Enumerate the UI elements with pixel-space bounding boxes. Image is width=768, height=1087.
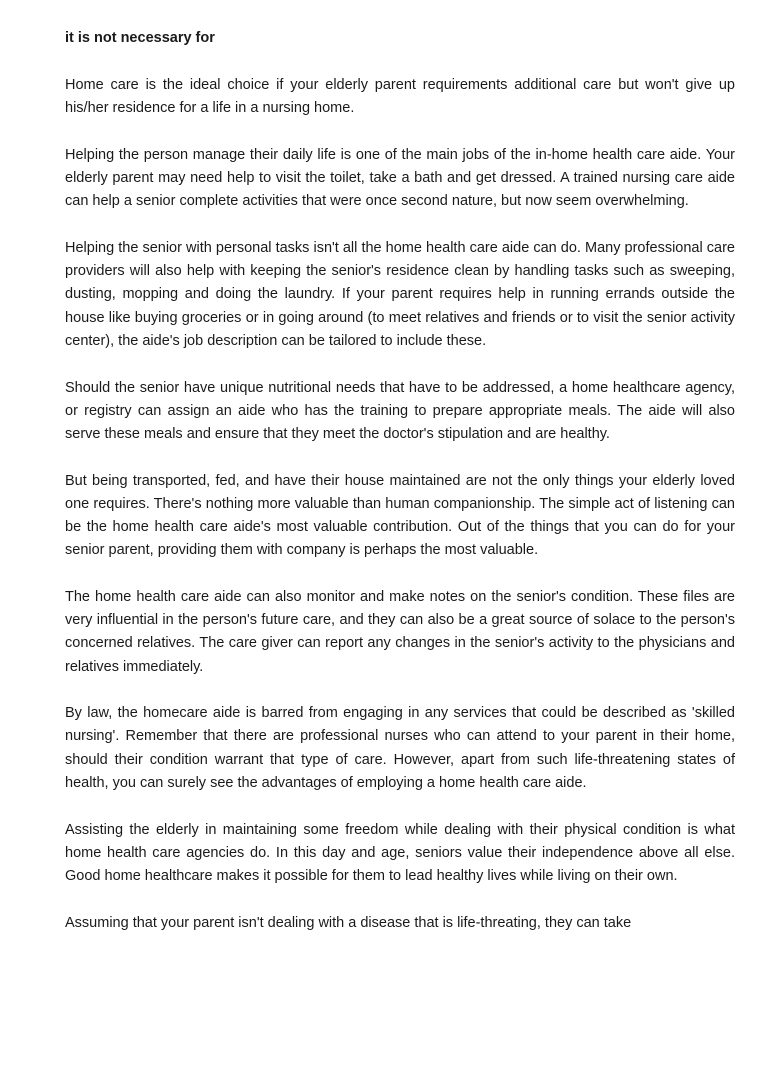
document-page	[65, 28, 735, 935]
paragraph-freedom: Assisting the elderly in maintaining some freedom while dealing with their physical condition is what home health care agencies do. In this day and age, seniors value their independence above all else. Good home healthcare makes it possible for them to lead healthy lives while living on their own.	[65, 821, 735, 884]
paragraph-personal-tasks: Helping the senior with personal tasks isn't all the home health care aide can do. Many professional care providers will also help with keeping the senior's residence clean by handling tasks such as sweeping, dusting, mopping and doing the laundry. If your parent requires help in running errands outside the house like buying groceries or in going around (to meet relatives and friends or to visit the senior activity center), the aide's job description can be tailored to include these.	[65, 240, 735, 349]
paragraph-skilled-nursing: By law, the homecare aide is barred from engaging in any services that could be described as 'skilled nursing'. Remember that there are professional nurses who can attend to your parent in their home, should their condition warrant that type of care. However, apart from such life-threatening states of health, you can surely see the advantages of employing a home health care aide.	[65, 705, 735, 791]
paragraph-nutritional-needs: Should the senior have unique nutritional needs that have to be addressed, a home healthcare agency, or registry can assign an aide who has the training to prepare appropriate meals. The aide will also serve these meals and ensure that they meet the doctor's stipulation and are healthy.	[65, 379, 735, 442]
document-heading: it is not necessary for	[65, 30, 215, 46]
paragraph-daily-life-help: Helping the person manage their daily life is one of the main jobs of the in-home health care aide. Your elderly parent may need help to visit the toilet, take a bath and get dressed. A trained nursing care aide can help a senior complete activities that were once second nature, but now seem overwhelming.	[65, 146, 735, 210]
paragraph-home-care-choice: Home care is the ideal choice if your elderly parent requirements additional care but won't give up his/her residence for a life in a nursing home.	[65, 77, 735, 117]
paragraph-companionship: But being transported, fed, and have their house maintained are not the only things your elderly loved one requires. There's nothing more valuable than human companionship. The simple act of listening can be the home health care aide's most valuable contribution. Out of the things that you can do for your senior parent, providing them with company is perhaps the most valuable.	[65, 472, 735, 559]
paragraph-monitoring: The home health care aide can also monitor and make notes on the senior's condition. These files are very influential in the person's future care, and they can also be a great source of solace to the person's concerned relatives. The care giver can report any changes in the senior's activity to the physicians and relatives immediately.	[65, 588, 735, 675]
paragraph-life-threatening: Assuming that your parent isn't dealing with a disease that is life-threating, they can take	[65, 914, 632, 931]
